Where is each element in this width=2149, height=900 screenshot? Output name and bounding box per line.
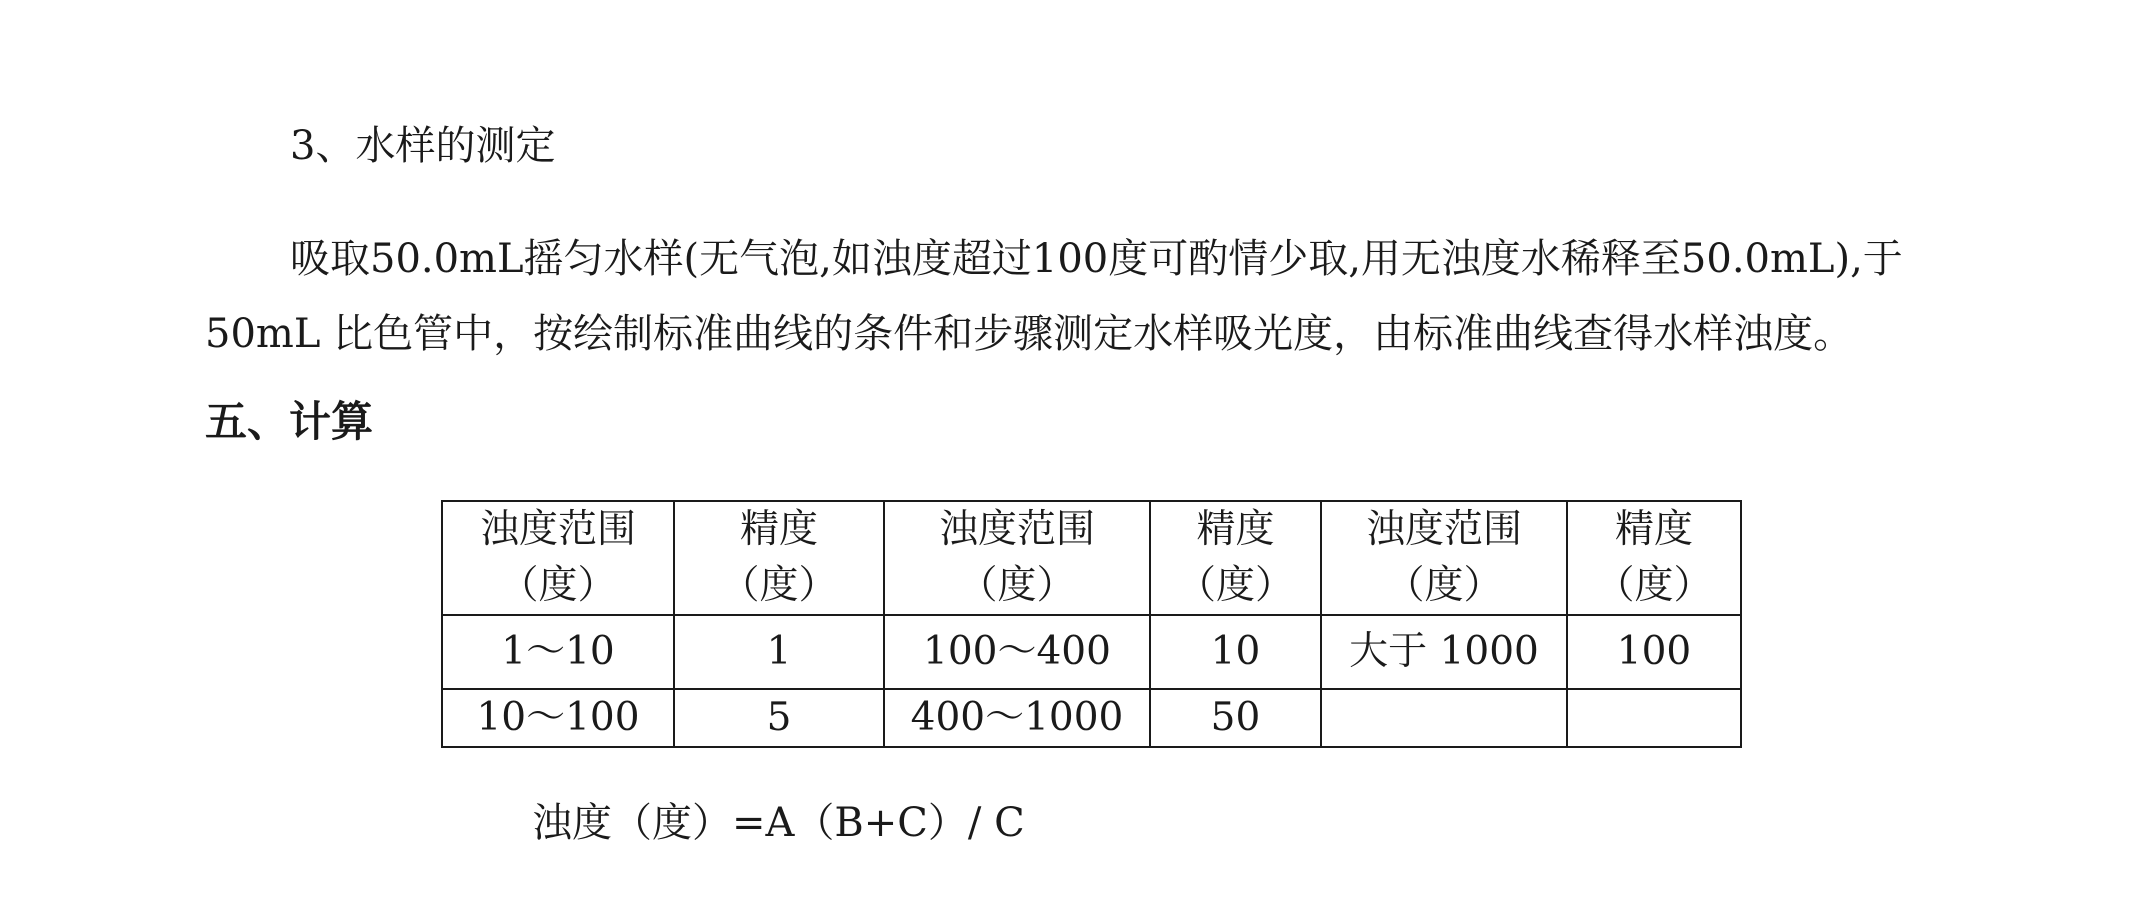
table-cell: 10 <box>1150 615 1321 689</box>
precision-table <box>441 500 1742 748</box>
table-row <box>442 689 1741 747</box>
table-cell: 1～10 <box>442 615 674 689</box>
header-range-1: 浊度范围 （度） <box>442 501 674 615</box>
header-precision-3: 精度 （度） <box>1567 501 1741 615</box>
table-cell: 5 <box>674 689 884 747</box>
table-cell: 100 <box>1567 615 1741 689</box>
procedure-paragraph: 吸取50.0mL摇匀水样(无气泡,如浊度超过100度可酌情少取,用无浊度水稀释至50.0mL),于 50mL 比色管中，按绘制标准曲线的条件和步骤测定水样吸光度，由标准曲线查得水样浊度。 <box>205 236 1903 357</box>
subsection-heading: 3、水样的测定 <box>290 123 556 169</box>
table-header-row <box>442 501 1741 615</box>
header-range-2: 浊度范围 （度） <box>884 501 1150 615</box>
table-cell: 大于 1000 <box>1321 615 1567 689</box>
table-cell <box>1321 689 1567 747</box>
table-cell: 50 <box>1150 689 1321 747</box>
header-precision-2: 精度 （度） <box>1150 501 1321 615</box>
table-cell <box>1567 689 1741 747</box>
turbidity-formula: 浊度（度）=A（B+C）/ C <box>532 800 1025 846</box>
header-precision-1: 精度 （度） <box>674 501 884 615</box>
table-cell: 10～100 <box>442 689 674 747</box>
table-cell: 1 <box>674 615 884 689</box>
section-heading: 五、计算 <box>205 397 374 446</box>
header-range-3: 浊度范围 （度） <box>1321 501 1567 615</box>
table-row <box>442 615 1741 689</box>
table-cell: 400～1000 <box>884 689 1150 747</box>
table-cell: 100～400 <box>884 615 1150 689</box>
